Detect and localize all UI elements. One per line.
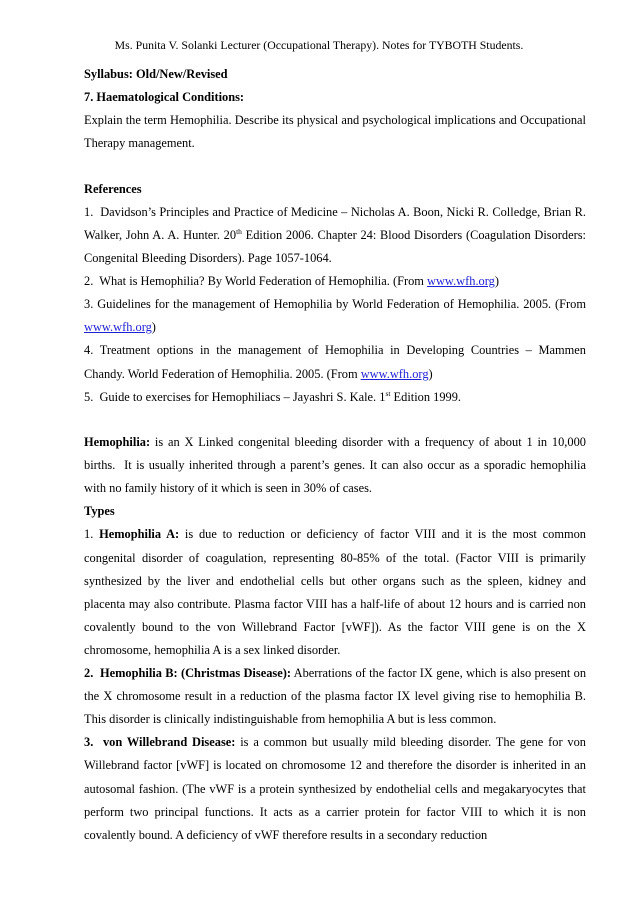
hemophilia-text: is an X Linked congenital bleeding disorder with a frequency of about 1 in 10,000 births. It is usually inherited through a parent’s genes. It can also occur as a sporadic hemophilia with no family history of it which is seen in 30% of cases. — [84, 435, 586, 496]
reference-text: 5. Guide to exercises for Hemophiliacs – Jayashri S. Kale. 1 — [84, 389, 386, 404]
page-header: Ms. Punita V. Solanki Lecturer (Occupational Therapy). Notes for TYBOTH Students. — [114, 38, 524, 52]
spacer — [84, 155, 586, 177]
references-heading — [84, 178, 586, 201]
reference-text: ) — [151, 320, 156, 335]
section-title — [84, 86, 586, 109]
references-heading-text: References — [84, 181, 142, 196]
reference-text: ) — [494, 274, 499, 289]
hemophilia-definition — [84, 431, 586, 500]
types-heading — [84, 500, 586, 523]
reference-text: 4. Treatment options in the management of Hemophilia in Developing Countries – Mammen Chandy. World Federation of Hemophilia. 2005. (From — [84, 343, 586, 381]
type-term: Hemophilia A: — [99, 527, 180, 542]
type-text: Aberrations of the factor IX gene, which is also present on the X chromosome result in a reduction of the plasma factor IX level giving rise to hemophilia B. This disorder is clinically indistinguishable from hemophilia A but is less common. — [84, 666, 587, 727]
document-body — [84, 63, 586, 847]
reference-text: 3. Guidelines for the management of Hemophilia by World Federation of Hemophilia. 2005. (From — [84, 297, 586, 312]
type-number: 1. — [84, 527, 100, 542]
type-text: is a common but usually mild bleeding disorder. The gene for von Willebrand factor [vWF] is located on chromosome 12 and therefore the disorder is inherited in an autosomal fashion. (The vWF is a protein synthesized by endothelial cells and megakaryocytes that perform two principal functions. It acts as a carrier protein for factor VIII to which it is non covalently bound. A deficiency of vWF therefore results in a secondary reduction — [84, 735, 586, 842]
section-title-text: 7. Haematological Conditions: — [84, 90, 245, 105]
type-item-3 — [84, 731, 586, 846]
reference-item-4 — [84, 339, 586, 385]
reference-item-5 — [84, 386, 586, 409]
reference-item-3 — [84, 293, 586, 339]
ordinal-suffix: th — [236, 226, 242, 236]
types-heading-text: Types — [84, 504, 115, 519]
question-text: Explain the term Hemophilia. Describe its physical and psychological implications and Occupational Therapy management. — [84, 113, 586, 151]
reference-item-1 — [84, 201, 586, 270]
type-text: is due to reduction or deficiency of factor VIII and it is the most common congenital disorder of coagulation, representing 80-85% of the total. (Factor VIII is primarily synthesized by the liver and endothelial cells but other organs such as the spleen, kidney and placenta may also contribute. Plasma factor VIII has a half-life of about 12 hours and is carried non covalently bound to the von Willebrand Factor [vWF]). As the factor VIII gene is on the X chromosome, hemophilia A is a sex linked disorder. — [84, 527, 586, 657]
reference-text: ) — [428, 366, 433, 381]
spacer — [84, 409, 586, 431]
syllabus-label: Syllabus: Old/New/Revised — [84, 67, 228, 81]
type-term: 2. Hemophilia B: (Christmas Disease): — [84, 666, 291, 681]
hemophilia-term: Hemophilia: — [84, 435, 151, 450]
reference-text: Edition 1999. — [390, 389, 462, 404]
type-item-2 — [84, 662, 586, 731]
type-item-1 — [84, 523, 586, 662]
reference-item-2 — [84, 270, 586, 293]
reference-link[interactable]: www.wfh.org — [84, 320, 152, 335]
reference-link[interactable]: www.wfh.org — [427, 274, 495, 289]
type-term: 3. von Willebrand Disease: — [84, 735, 236, 750]
reference-text: 2. What is Hemophilia? By World Federation of Hemophilia. (From — [84, 274, 428, 289]
reference-text: 1. Davidson’s Principles and Practice of Medicine – Nicholas A. Boon, Nicki R. Colledge, Brian R. Walker, John A. A. Hunter. 20 — [84, 204, 586, 242]
reference-text: Edition 2006. Chapter 24: Blood Disorders (Coagulation Disorders: Congenital Bleeding Disorders). Page 1057-1064. — [84, 227, 586, 266]
ordinal-suffix: st — [385, 388, 391, 398]
syllabus-line — [84, 63, 586, 86]
reference-link[interactable]: www.wfh.org — [360, 366, 429, 381]
